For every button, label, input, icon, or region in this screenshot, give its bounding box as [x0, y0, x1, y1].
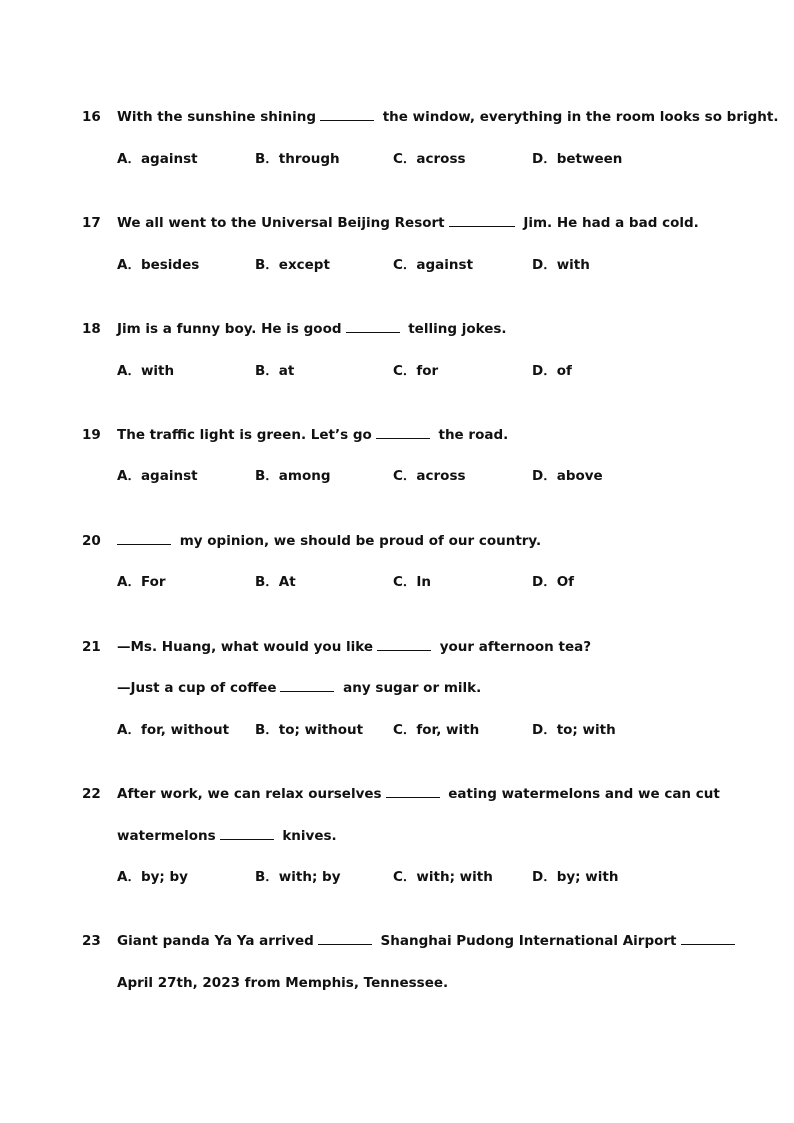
option-d: D．of	[532, 363, 572, 379]
question-stem	[117, 214, 699, 232]
question-stem	[117, 426, 508, 444]
option-b: B．except	[255, 257, 330, 273]
option-c: C．for, with	[393, 722, 480, 738]
question-stem	[117, 785, 720, 803]
stem-text: eating watermelons and we can cut	[443, 786, 720, 802]
stem-text: —Ms. Huang, what would you like	[117, 639, 374, 655]
answer-blank	[220, 827, 274, 840]
stem-text: knives.	[277, 828, 337, 844]
question-number: 22	[82, 786, 101, 802]
stem-text: any sugar or milk.	[338, 680, 482, 696]
option-c: C．across	[393, 151, 466, 167]
stem-text: Giant panda Ya Ya arrived	[117, 933, 314, 949]
option-d: D．with	[532, 257, 590, 273]
answer-blank	[280, 679, 334, 692]
stem-text: my opinion, we should be proud of our country.	[175, 533, 542, 549]
question-stem	[117, 532, 541, 550]
question-stem-line-2	[117, 974, 448, 992]
answer-blank	[376, 426, 430, 439]
stem-text: The traffic light is green. Let’s go	[117, 427, 372, 443]
option-c: C．across	[393, 468, 466, 484]
question-number: 23	[82, 933, 101, 949]
stem-text: your afternoon tea?	[435, 639, 592, 655]
option-b: B．among	[255, 468, 331, 484]
option-a: A．against	[117, 151, 198, 167]
option-d: D．above	[532, 468, 603, 484]
stem-text: Jim is a funny boy. He is good	[117, 321, 342, 337]
option-a: A．for, without	[117, 722, 230, 738]
question-number: 20	[82, 533, 101, 549]
option-a: A．For	[117, 574, 166, 590]
answer-blank	[346, 320, 400, 333]
question-stem	[117, 108, 778, 126]
question-number: 19	[82, 427, 101, 443]
answer-blank	[386, 785, 440, 798]
answer-blank	[681, 932, 735, 945]
option-a: A．against	[117, 468, 198, 484]
stem-text: watermelons	[117, 828, 216, 844]
stem-text: the road.	[433, 427, 509, 443]
option-c: C．In	[393, 574, 432, 590]
option-a: A．by; by	[117, 869, 188, 885]
option-b: B．to; without	[255, 722, 364, 738]
option-d: D．to; with	[532, 722, 616, 738]
question-stem-line-2	[117, 827, 337, 845]
question-number: 21	[82, 639, 101, 655]
option-d: D．Of	[532, 574, 575, 590]
answer-blank	[318, 932, 372, 945]
option-b: B．at	[255, 363, 295, 379]
answer-blank	[449, 214, 515, 227]
option-c: C．against	[393, 257, 474, 273]
stem-text: With the sunshine shining	[117, 109, 316, 125]
option-c: C．for	[393, 363, 439, 379]
stem-text: Shanghai Pudong International Airport	[375, 933, 677, 949]
option-d: D．by; with	[532, 869, 619, 885]
stem-text: We all went to the Universal Beijing Resort	[117, 215, 445, 231]
option-a: A．besides	[117, 257, 200, 273]
stem-text: telling jokes.	[403, 321, 507, 337]
option-c: C．with; with	[393, 869, 493, 885]
stem-text: the window, everything in the room looks so bright.	[378, 109, 779, 125]
option-a: A．with	[117, 363, 175, 379]
option-d: D．between	[532, 151, 623, 167]
question-stem	[117, 932, 739, 950]
stem-text: Jim. He had a bad cold.	[518, 215, 699, 231]
question-number: 16	[82, 109, 101, 125]
option-b: B．with; by	[255, 869, 341, 885]
question-stem-line-2	[117, 679, 481, 697]
option-b: B．At	[255, 574, 296, 590]
question-stem	[117, 638, 591, 656]
question-number: 18	[82, 321, 101, 337]
stem-text: —Just a cup of coffee	[117, 680, 277, 696]
question-stem	[117, 320, 507, 338]
stem-text: April 27th, 2023 from Memphis, Tennessee.	[117, 975, 449, 991]
answer-blank	[377, 638, 431, 651]
answer-blank	[117, 532, 171, 545]
stem-text: After work, we can relax ourselves	[117, 786, 382, 802]
question-number: 17	[82, 215, 101, 231]
option-b: B．through	[255, 151, 340, 167]
answer-blank	[320, 108, 374, 121]
